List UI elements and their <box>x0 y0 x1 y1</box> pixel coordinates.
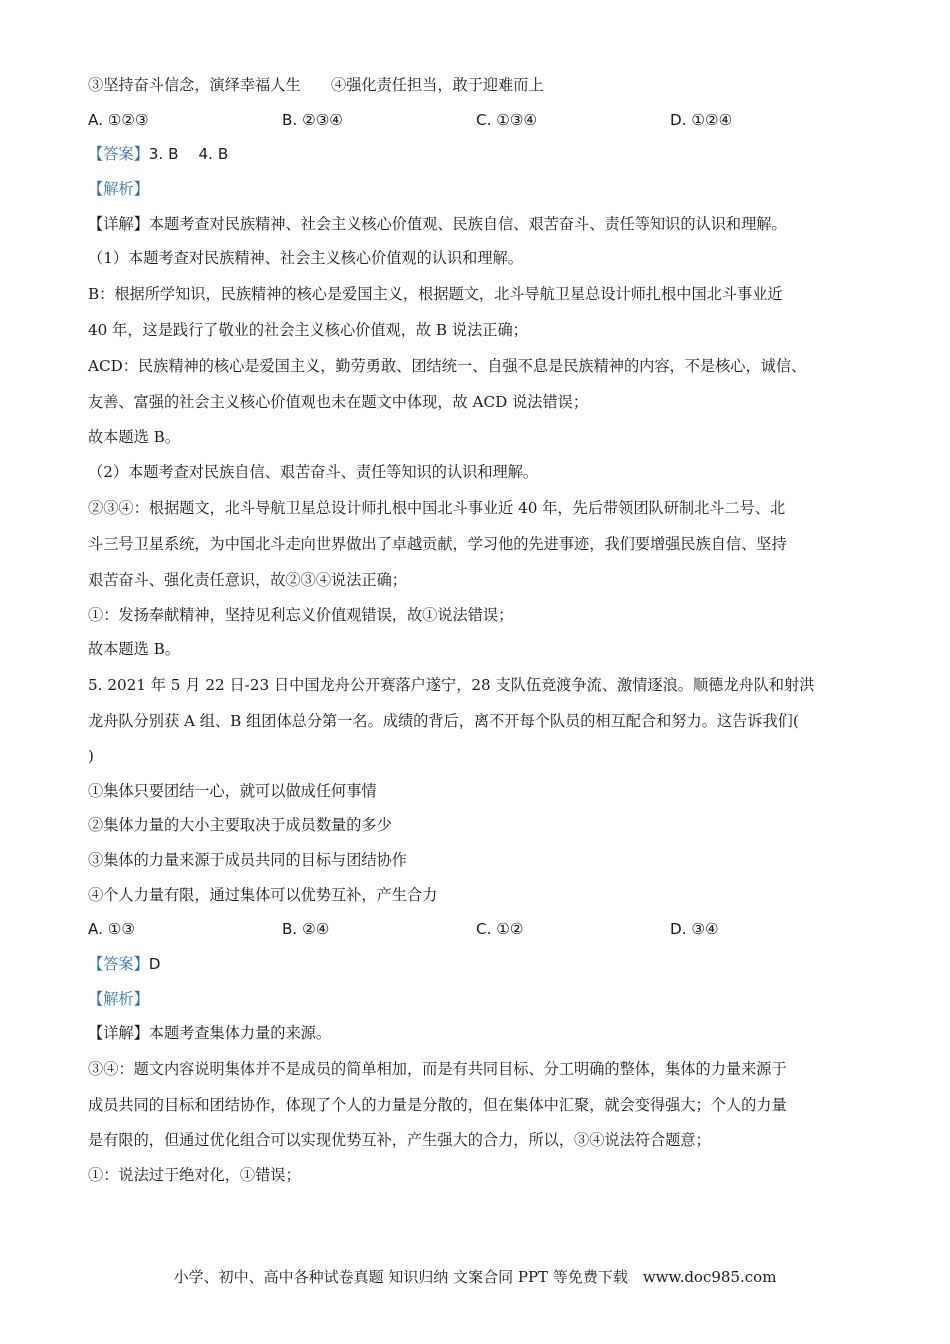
explanation-line: 成员共同的目标和团结协作，体现了个人的力量是分散的，但在集体中汇聚，就会变得强大；个人的力量 <box>88 1096 787 1115</box>
explanation-line: ACD：民族精神的核心是爱国主义，勤劳勇敢、团结统一、自强不息是民族精神的内容，不是核心，诚信、 <box>88 357 807 376</box>
document-page <box>88 68 878 1192</box>
analysis-tag-2: 【解析】 <box>88 989 149 1008</box>
footer-banner: 小学、初中、高中各种试卷真题 知识归纳 文案合同 PPT 等免费下载 www.doc985.com <box>173 1268 777 1286</box>
conclusion-line: 故本题选 B。 <box>88 640 180 659</box>
conclusion-line: 故本题选 B。 <box>88 428 180 447</box>
option-b: B. ②③④ <box>282 110 343 129</box>
option-b: B. ②④ <box>282 920 330 939</box>
explanation-line: ③④：题文内容说明集体并不是成员的简单相加，而是有共同目标、分工明确的整体，集体的力量来源于 <box>88 1060 787 1079</box>
option-c: C. ①② <box>476 920 524 939</box>
question-5-stem: 龙舟队分别获 A 组、B 组团体总分第一名。成绩的背后，离不开每个队员的相互配合和努力。这告诉我们( <box>88 711 799 730</box>
statement-3: ③集体的力量来源于成员共同的目标与团结协作 <box>88 850 407 869</box>
answer-tag: 【答案】 <box>88 145 149 164</box>
answer-line-2 <box>88 947 878 982</box>
answer-tag: 【答案】 <box>88 955 149 973</box>
detail-line: 【详解】本题考查集体力量的来源。 <box>88 1024 331 1043</box>
detail-line: 【详解】本题考查对民族精神、社会主义核心价值观、民族自信、艰苦奋斗、责任等知识的认识和理解。 <box>88 214 787 233</box>
question-5-stem: ) <box>88 746 94 765</box>
option-d: D. ①②④ <box>670 110 733 129</box>
answer-line-1 <box>88 137 878 172</box>
explanation-line: B：根据所学知识，民族精神的核心是爱国主义，根据题文，北斗导航卫星总设计师扎根中国北斗事业近 <box>88 285 783 304</box>
explanation-line: 斗三号卫星系统，为中国北斗走向世界做出了卓越贡献，学习他的先进事迹，我们要增强民族自信、坚持 <box>88 534 787 553</box>
answer-value: D <box>148 955 161 973</box>
explanation-line: ①：说法过于绝对化，①错误； <box>88 1165 301 1184</box>
question-5-stem: 5. 2021 年 5 月 22 日-23 日中国龙舟公开赛落户遂宁，28 支队伍竞渡争流、激情逐浪。顺德龙舟队和射洪 <box>88 675 815 694</box>
sub-question-1: （1）本题考查对民族精神、社会主义核心价值观的认识和理解。 <box>88 249 523 268</box>
sub-question-2: （2）本题考查对民族自信、艰苦奋斗、责任等知识的认识和理解。 <box>88 462 539 481</box>
explanation-line: 40 年，这是践行了敬业的社会主义核心价值观，故 B 说法正确； <box>88 321 528 340</box>
option-d: D. ③④ <box>670 920 719 939</box>
statement-1: ①集体只要团结一心，就可以做成任何事情 <box>88 781 377 800</box>
option-c: C. ①③④ <box>476 110 538 129</box>
statement-2: ②集体力量的大小主要取决于成员数量的多少 <box>88 816 392 835</box>
explanation-line: ②③④：根据题文，北斗导航卫星总设计师扎根中国北斗事业近 40 年，先后带领团队研制北斗二号、北 <box>88 498 786 517</box>
explanation-line: 艰苦奋斗、强化责任意识，故②③④说法正确； <box>88 570 407 589</box>
explanation-line: 友善、富强的社会主义核心价值观也未在题文中体现，故 ACD 说法错误； <box>88 393 589 412</box>
option-a: A. ①③ <box>88 920 136 939</box>
explanation-line: 是有限的，但通过优化组合可以实现优势互补，产生强大的合力，所以，③④说法符合题意； <box>88 1131 711 1150</box>
answer-value: 3. B 4. B <box>148 145 229 164</box>
option-line-3-4: ③坚持奋斗信念，演绎幸福人生 ④强化责任担当，敢于迎难而上 <box>88 76 544 94</box>
question-4-options <box>88 103 878 138</box>
statement-4: ④个人力量有限，通过集体可以优势互补，产生合力 <box>88 885 438 904</box>
question-5-options <box>88 912 878 947</box>
explanation-line: ①：发扬奉献精神，坚持见利忘义价值观错误，故①说法错误； <box>88 605 514 624</box>
analysis-tag-1: 【解析】 <box>88 180 149 199</box>
option-a: A. ①②③ <box>88 110 149 129</box>
